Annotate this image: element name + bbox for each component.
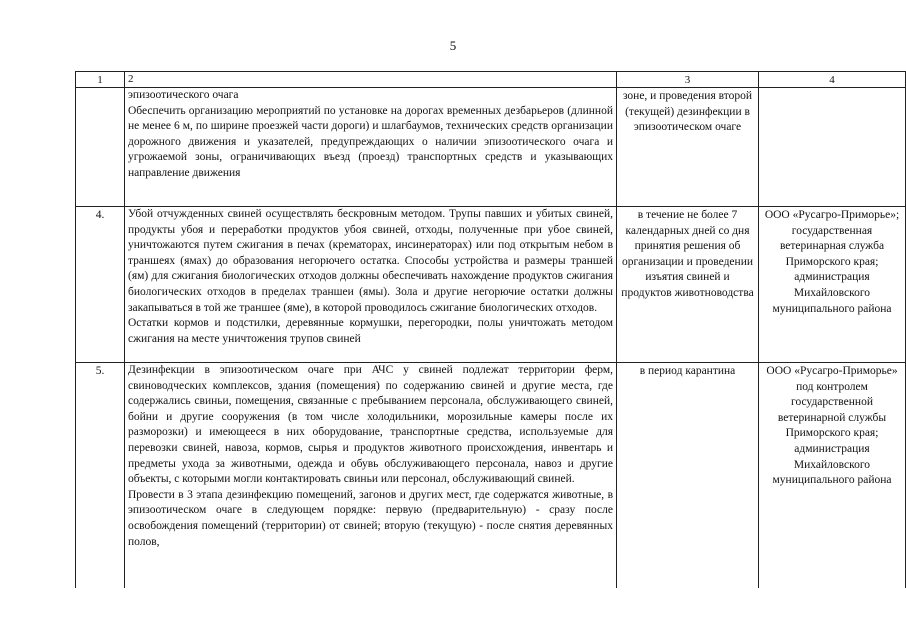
action-paragraph: Дезинфекции в эпизоотическом очаге при АЧС у свиней подлежат территории ферм, свиноводческих комплексов, здания (помещения) по содержанию свиней и другие места, где содержались свиньи, помещения, связанные с пребыванием персонала, обслуживающего свиней, бойни и другие сооружения (в том числе холодильники, морозильные камеры после их разморозки) и имеющееся в них оборудование, транспортные средства, используемые для перевозки свиней, навоза, кормов, сырья и продуктов животного происхождения, инвентарь и предметы ухода за животными, одежда и обувь обслуживающего персонала, навоз и другие объекты, с которыми могли контактировать свиньи или персонал, обслуживающий свиней. [128, 364, 613, 486]
action-paragraph: Убой отчужденных свиней осуществлять бескровным методом. Трупы павших и убитых свиней, продукты убоя и переработки продуктов убоя свиней, отходы, полученные при убое свиней, уничтожаются путем сжигания в печах (крематорах, инсинераторах) или под открытым небом в траншеях (ямах) до образования негорючего остатка. Способы устройства и размеры траншей (ям) для сжигания биологических отходов должны обеспечивать нахождение продуктов сжигания биологических отходов в пределах траншеи (ямы). Зола и другие негорючие остатки должны закапываться в той же траншее (яме), в которой проводилось сжигание биологических отходов. [128, 208, 613, 314]
header-col-1: 1 [76, 72, 125, 88]
table-row [76, 363, 906, 589]
action-cell [125, 363, 617, 589]
measures-table [75, 71, 906, 588]
responsible-cell [759, 88, 906, 207]
row-number: 5. [76, 363, 125, 589]
table-row [76, 88, 906, 207]
term-cell: в период карантина [617, 363, 759, 589]
header-col-2: 2 [125, 72, 617, 88]
page-number: 5 [449, 38, 457, 53]
table-row [76, 207, 906, 363]
action-cell [125, 207, 617, 363]
action-paragraph: Остатки кормов и подстилки, деревянные кормушки, перегородки, полы уничтожать методом сжигания на месте уничтожения трупов свиней [128, 317, 613, 345]
term-cell: в течение не более 7 календарных дней со дня принятия решения об организации и проведении изъятия свиней и продуктов животноводства [617, 207, 759, 363]
row-number [76, 88, 125, 207]
responsible-cell: ООО «Русагро-Приморье»; государственная ветеринарная служба Приморского края; администрация Михайловского муниципального района [759, 207, 906, 363]
responsible-cell: ООО «Русагро-Приморье» под контролем государственной ветеринарной службы Приморского края; администрация Михайловского муниципального района [759, 363, 906, 589]
table-header-row [76, 72, 906, 88]
action-paragraph: Обеспечить организацию мероприятий по установке на дорогах временных дезбарьеров (длинной не менее 6 м, по ширине проезжей части дороги) и шлагбаумов, технических средств организации дорожного движения и указателей, предупреждающих о наличии эпизоотического очага и угрожаемой зоны, ограничивающих въезд (проезд) транспортных средств и указывающих направление движения [128, 104, 613, 179]
header-col-4: 4 [759, 72, 906, 88]
action-paragraph: эпизоотического очага [128, 89, 239, 101]
row-number: 4. [76, 207, 125, 363]
term-cell: зоне, и проведения второй (текущей) дезинфекции в эпизоотическом очаге [617, 88, 759, 207]
action-cell [125, 88, 617, 207]
header-col-3: 3 [617, 72, 759, 88]
action-paragraph: Провести в 3 этапа дезинфекцию помещений, загонов и других мест, где содержатся животные, в эпизоотическом очаге в следующем порядке: первую (предварительную) - сразу после освобождения помещений (территории) от свиней; вторую (текущую) - после снятия деревянных полов, [128, 488, 613, 548]
